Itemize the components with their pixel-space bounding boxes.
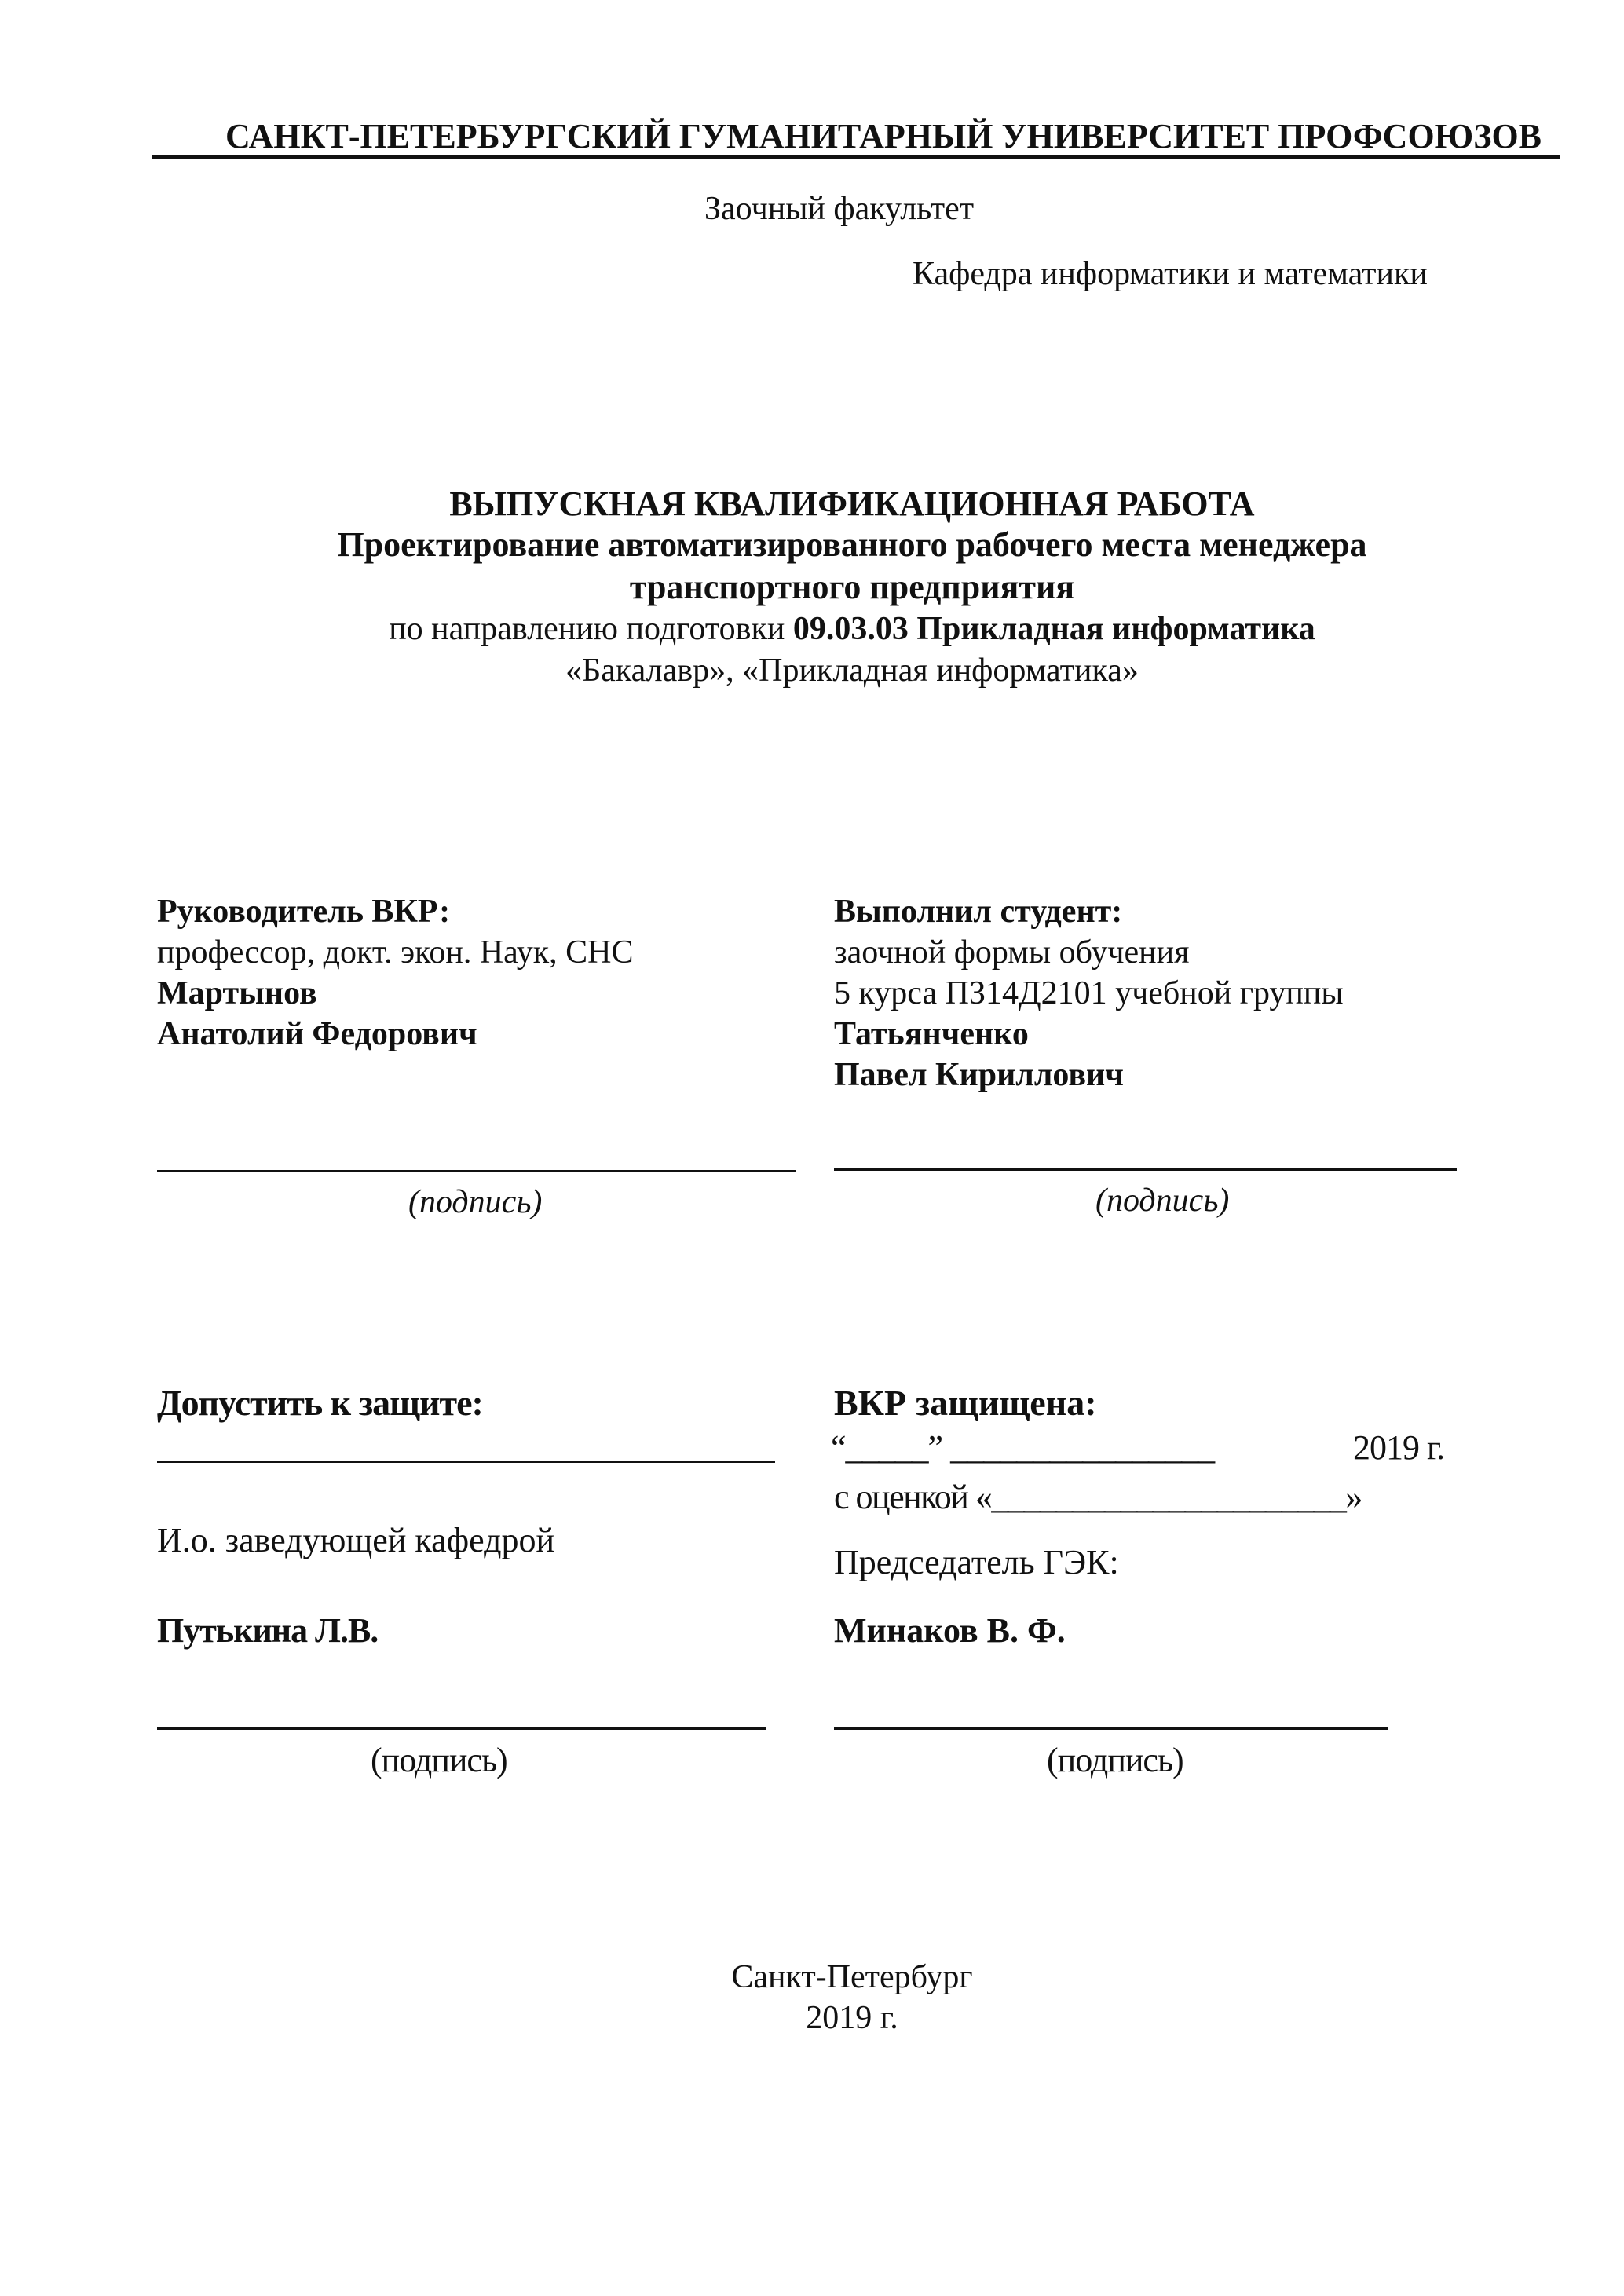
date-close-quote: ” [927, 1428, 943, 1467]
university-name: САНКТ-ПЕТЕРБУРГСКИЙ ГУМАНИТАРНЫЙ УНИВЕРСИТЕТ ПРОФСОЮЗОВ [225, 117, 1542, 155]
direction-prefix: по направлению подготовки [389, 611, 793, 647]
topic-line-2: транспортного предприятия [629, 568, 1075, 606]
admission-signature-line-top [157, 1461, 775, 1463]
work-type: ВЫПУСКНАЯ КВАЛИФИКАЦИОННАЯ РАБОТА [449, 484, 1255, 523]
grade-blank: ______________________ [991, 1478, 1346, 1516]
department-name: Кафедра информатики и математики [913, 256, 1428, 292]
admission-name: Путькина Л.В. [157, 1611, 379, 1650]
student-signature-line [834, 1168, 1457, 1171]
topic-line-1: Проектирование автоматизированного рабочего места менеджера [337, 525, 1367, 564]
defense-year: 2019 г. [1353, 1428, 1445, 1467]
supervisor-signature-line [157, 1170, 796, 1172]
date-month-blank: ________________ [950, 1428, 1215, 1467]
direction-code: 09.03.03 Прикладная информатика [792, 611, 1315, 647]
header-rule [152, 155, 1560, 159]
defense-grade-line [834, 1480, 1362, 1515]
student-surname: Татьянченко [834, 1016, 1029, 1052]
supervisor-position: профессор, докт. экон. Наук, СНС [157, 934, 634, 971]
student-given-names: Павел Кириллович [834, 1057, 1124, 1093]
student-signature-label: (подпись) [1095, 1183, 1230, 1219]
faculty-name: Заочный факультет [704, 191, 975, 227]
grade-prefix: с оценкой « [834, 1478, 992, 1516]
grade-suffix: » [1345, 1478, 1362, 1516]
supervisor-surname: Мартынов [157, 975, 317, 1011]
defense-date-line [831, 1428, 1215, 1467]
direction-line [0, 612, 1624, 645]
admission-role: И.о. заведующей кафедрой [157, 1521, 554, 1559]
student-group: 5 курса ПЗ14Д2101 учебной группы [834, 975, 1344, 1011]
admission-heading: Допустить к защите: [157, 1383, 483, 1423]
date-day-blank: _____ [845, 1428, 928, 1467]
defense-signature-line [834, 1727, 1388, 1730]
footer-year: 2019 г. [806, 2000, 898, 2036]
defense-signature-label: (подпись) [1047, 1741, 1183, 1779]
supervisor-heading: Руководитель ВКР: [157, 894, 451, 930]
defense-chair-name: Минаков В. Ф. [834, 1611, 1066, 1650]
admission-signature-line [157, 1727, 766, 1730]
supervisor-signature-label: (подпись) [408, 1184, 543, 1220]
supervisor-given-names: Анатолий Федорович [157, 1016, 477, 1052]
defense-chair-role: Председатель ГЭК: [834, 1543, 1119, 1581]
qualification-line: «Бакалавр», «Прикладная информатика» [565, 653, 1139, 689]
defense-heading: ВКР защищена: [834, 1383, 1097, 1423]
admission-signature-label: (подпись) [371, 1741, 507, 1779]
student-heading: Выполнил студент: [834, 894, 1123, 930]
student-study-form: заочной формы обучения [834, 934, 1190, 971]
footer-city: Санкт-Петербург [731, 1959, 973, 1995]
date-open-quote: “ [831, 1428, 846, 1467]
